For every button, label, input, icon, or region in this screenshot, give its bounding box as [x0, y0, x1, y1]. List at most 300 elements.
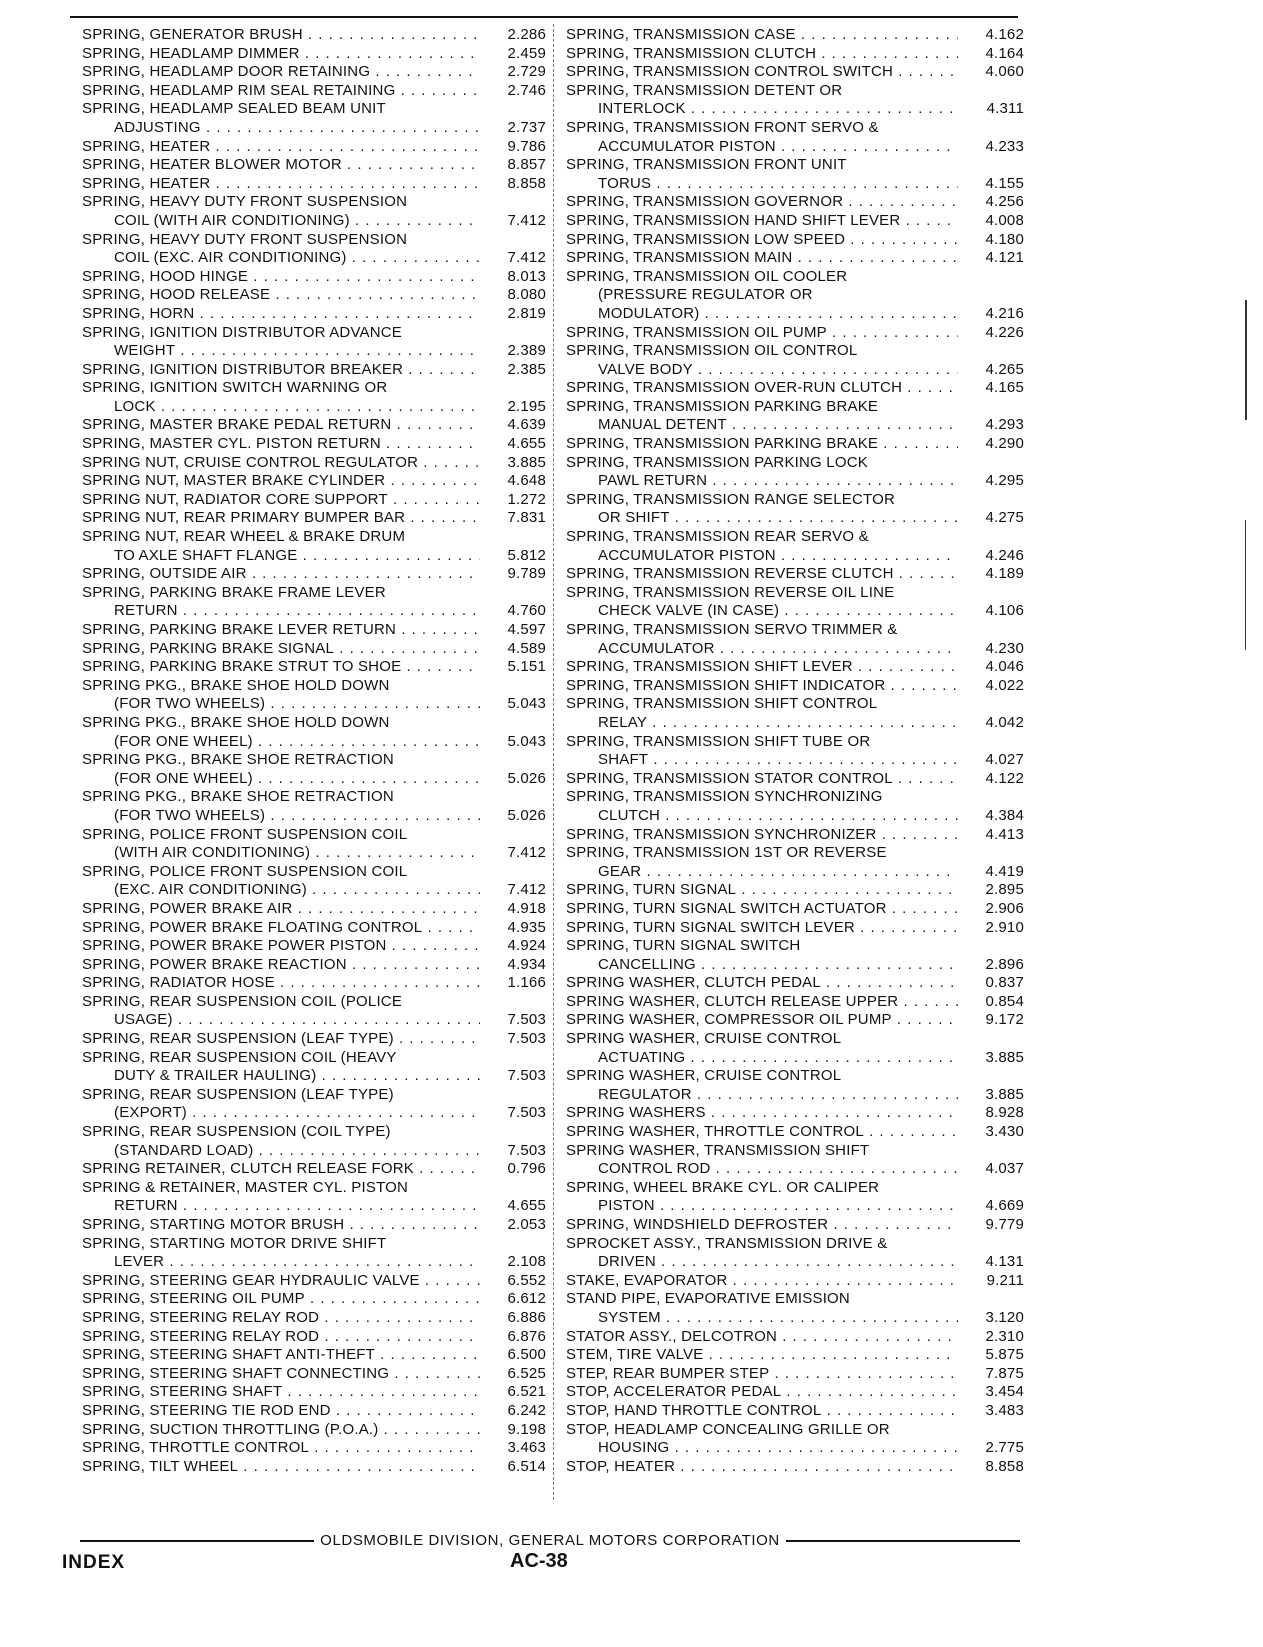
index-entry [566, 324, 1024, 343]
index-entry [82, 993, 546, 1030]
index-entry-line: SPRING, TRANSMISSION PARKING LOCK [566, 453, 868, 471]
index-entry-line: PAWL RETURN . . . [566, 472, 958, 491]
index-entry-ref: 6.876 [507, 1327, 546, 1345]
index-entry-ref: 7.503 [507, 1104, 546, 1122]
index-entry-line: SPRING, TRANSMISSION SHIFT INDICATOR . . . [566, 677, 958, 696]
index-entry-text [566, 1328, 958, 1347]
index-entry-text [566, 1458, 958, 1477]
index-entry [566, 993, 1024, 1012]
index-entry-text [566, 1365, 958, 1384]
index-entry-line: SPRING, STEERING SHAFT . . . [82, 1383, 480, 1402]
index-entry-line: SPRING, HEATER . . . [82, 138, 480, 157]
index-entry-text [82, 788, 480, 825]
index-entry-line: TO AXLE SHAFT FLANGE . . . [82, 547, 480, 566]
index-entry-line: SPRING, PARKING BRAKE SIGNAL . . . [82, 640, 480, 659]
index-entry-line: LOCK . . . [82, 398, 480, 417]
index-entry-ref: 2.053 [507, 1216, 546, 1233]
index-entry [82, 974, 546, 993]
index-entry-text [82, 175, 480, 194]
index-entry-line: SPRING, POWER BRAKE REACTION . . . [82, 956, 480, 975]
index-entry-line: SPRING RETAINER, CLUTCH RELEASE FORK . . . [82, 1160, 480, 1179]
index-entry-line: SPRING, TRANSMISSION PARKING BRAKE . . . [566, 435, 958, 454]
index-entry-text [82, 454, 480, 473]
index-entry-text [82, 640, 480, 659]
index-entry-text [82, 193, 480, 230]
index-entry-text [82, 1179, 480, 1216]
index-entry-text [566, 528, 958, 565]
footer-rule-right [786, 1540, 1020, 1542]
index-entry [566, 1142, 1024, 1179]
index-entry [566, 1290, 1024, 1327]
index-entry-text [566, 379, 958, 398]
index-entry-ref: 4.180 [985, 230, 1024, 248]
index-entry-line: ACCUMULATOR PISTON . . . [566, 547, 958, 566]
index-entry-text [82, 231, 480, 268]
index-entry-text [82, 472, 480, 491]
index-entry [566, 454, 1024, 491]
index-entry-text [566, 733, 958, 770]
index-entry-ref: 4.046 [985, 658, 1024, 676]
index-entry [566, 733, 1024, 770]
index-entry-ref: 2.746 [507, 81, 546, 99]
index-entry [82, 435, 546, 454]
index-entry-text [82, 1030, 480, 1049]
index-entry-line: SPRING, PARKING BRAKE STRUT TO SHOE . . . [82, 658, 480, 677]
index-entry-text [566, 342, 958, 379]
index-entry-line: SPRING, TRANSMISSION CASE . . . [566, 26, 958, 45]
index-entry-line: SPRING, HEADLAMP DOOR RETAINING . . . [82, 63, 480, 82]
index-entry-line: SPRING PKG., BRAKE SHOE RETRACTION [82, 751, 394, 769]
index-entry-ref: 0.854 [985, 992, 1024, 1010]
index-entry-ref: 4.275 [985, 509, 1024, 527]
index-entry [566, 26, 1024, 45]
index-entry-ref: 2.389 [507, 342, 546, 360]
index-entry-line: SPRING, HEATER BLOWER MOTOR . . . [82, 156, 480, 175]
index-entry-text [82, 1290, 480, 1309]
index-entry-line: SPRING, TRANSMISSION OIL CONTROL [566, 342, 858, 360]
index-entry [566, 435, 1024, 454]
index-entry-ref: 7.412 [507, 211, 546, 229]
index-entry-text [82, 26, 480, 45]
index-entry-text [566, 1346, 958, 1365]
index-entry-text [566, 621, 958, 658]
index-entry-ref: 4.295 [985, 472, 1024, 490]
index-entry [82, 1383, 546, 1402]
index-entry-ref: 8.928 [985, 1104, 1024, 1122]
index-entry-ref: 4.106 [985, 602, 1024, 620]
index-entry-line: SPRING, TRANSMISSION STATOR CONTROL . . . [566, 770, 958, 789]
index-entry-ref: 4.256 [985, 193, 1024, 211]
index-entry-text [566, 82, 958, 119]
index-entry-ref: 8.857 [507, 156, 546, 174]
index-entry-line: SPRING, TURN SIGNAL SWITCH [566, 937, 801, 955]
index-entry-text [82, 677, 480, 714]
index-entry [82, 231, 546, 268]
index-entry-text [82, 565, 480, 584]
index-entry-line: MANUAL DETENT . . . [566, 416, 958, 435]
index-entry-text [82, 1346, 480, 1365]
index-entry-ref: 2.729 [507, 63, 546, 81]
index-entry-line: SPRING WASHERS . . . [566, 1104, 958, 1123]
index-entry-text [566, 26, 958, 45]
index-entry-line: SPRING, TURN SIGNAL . . . [566, 881, 958, 900]
index-entry [566, 937, 1024, 974]
index-entry [566, 528, 1024, 565]
index-entry-line: CHECK VALVE (IN CASE) . . . [566, 602, 958, 621]
index-entry-ref: 4.122 [985, 769, 1024, 787]
index-entry-line: SPRING, HEADLAMP SEALED BEAM UNIT [82, 100, 386, 118]
index-entry-line: ADJUSTING . . . [82, 119, 480, 138]
index-entry-ref: 4.037 [985, 1160, 1024, 1178]
index-entry-line: (EXPORT) . . . [82, 1104, 480, 1123]
index-entry-ref: 7.412 [507, 844, 546, 862]
index-entry-ref: 2.896 [985, 955, 1024, 973]
index-entry-line: SPRING, TRANSMISSION MAIN . . . [566, 249, 958, 268]
index-entry-text [566, 119, 958, 156]
index-entry [566, 658, 1024, 677]
index-entry-ref: 4.121 [985, 249, 1024, 267]
index-entry-line: SPRING, TRANSMISSION HAND SHIFT LEVER . . . [566, 212, 958, 231]
index-entry-line: STAND PIPE, EVAPORATIVE EMISSION [566, 1290, 850, 1308]
index-entry-text [82, 751, 480, 788]
index-entry [82, 1402, 546, 1421]
index-entry-ref: 3.120 [985, 1308, 1024, 1326]
index-entry-line: SPRING, TRANSMISSION RANGE SELECTOR [566, 490, 896, 508]
index-entry-line: SYSTEM . . . [566, 1309, 958, 1328]
index-entry-line: SPRING, PARKING BRAKE FRAME LEVER [82, 583, 386, 601]
index-entry-text [566, 435, 958, 454]
index-entry-line: SPRING, HEAVY DUTY FRONT SUSPENSION [82, 230, 408, 248]
index-entry-line: SPROCKET ASSY., TRANSMISSION DRIVE & [566, 1234, 888, 1252]
index-entry-ref: 4.293 [985, 416, 1024, 434]
index-entry-ref: 4.164 [985, 44, 1024, 62]
index-entry-text [82, 491, 480, 510]
index-entry-line: SPRING, HORN . . . [82, 305, 480, 324]
index-entry-text [82, 379, 480, 416]
index-entry [82, 621, 546, 640]
index-entry [566, 974, 1024, 993]
index-entry-line: STEP, REAR BUMPER STEP . . . [566, 1365, 958, 1384]
index-entry-line: SPRING, TRANSMISSION OIL COOLER [566, 267, 848, 285]
index-entry-text [82, 1365, 480, 1384]
index-entry-text [566, 919, 958, 938]
index-entry [566, 695, 1024, 732]
index-entry [82, 324, 546, 361]
index-entry [566, 249, 1024, 268]
index-entry-text [566, 398, 958, 435]
index-entry-line: SPRING, REAR SUSPENSION COIL (HEAVY [82, 1048, 397, 1066]
index-entry [82, 1216, 546, 1235]
index-entry-ref: 3.430 [985, 1123, 1024, 1141]
index-entry [82, 1365, 546, 1384]
index-entry [82, 714, 546, 751]
index-entry-text [566, 268, 958, 324]
index-entry-ref: 2.286 [507, 26, 546, 43]
index-entry-ref: 4.934 [507, 955, 546, 973]
index-entry [82, 1290, 546, 1309]
index-entry-text [82, 305, 480, 324]
index-entry-line: SPRING, WINDSHIELD DEFROSTER . . . [566, 1216, 958, 1235]
index-entry-ref: 2.737 [507, 118, 546, 136]
index-entry-ref: 5.875 [985, 1346, 1024, 1364]
index-entry-text [566, 993, 958, 1012]
index-entry-line: SPRING, STEERING RELAY ROD . . . [82, 1309, 480, 1328]
index-entry-line: SPRING WASHER, COMPRESSOR OIL PUMP . . . [566, 1011, 958, 1030]
index-entry-line: OR SHIFT . . . [566, 509, 958, 528]
index-entry [82, 82, 546, 101]
index-entry [566, 677, 1024, 696]
index-entry-ref: 3.885 [507, 453, 546, 471]
index-entry-text [566, 1179, 958, 1216]
index-entry-ref: 4.655 [507, 435, 546, 453]
index-entry-line: SPRING, PARKING BRAKE LEVER RETURN . . . [82, 621, 480, 640]
index-entry-line: SPRING, RADIATOR HOSE . . . [82, 974, 480, 993]
index-entry-ref: 4.246 [985, 546, 1024, 564]
index-entry-ref: 1.166 [507, 974, 546, 992]
footer-rule-left [80, 1540, 314, 1542]
index-entry-text [566, 491, 958, 528]
index-entry-line: CONTROL ROD . . . [566, 1160, 958, 1179]
index-entry-text [566, 1123, 958, 1142]
index-entry [82, 677, 546, 714]
index-entry-text [566, 881, 958, 900]
index-entry-line: CANCELLING . . . [566, 956, 958, 975]
index-entry-line: SPRING, HOOD RELEASE . . . [82, 286, 480, 305]
index-entry [566, 1123, 1024, 1142]
index-entry-ref: 0.837 [985, 974, 1024, 992]
page-number: AC-38 [510, 1550, 568, 1572]
index-entry-line: SPRING, IGNITION SWITCH WARNING OR [82, 379, 388, 397]
index-entry-text [82, 361, 480, 380]
index-entry-line: SHAFT . . . [566, 751, 958, 770]
index-entry-text [82, 100, 480, 137]
index-entry-ref: 9.211 [986, 1271, 1024, 1289]
index-entry-line: SPRING, TRANSMISSION LOW SPEED . . . [566, 231, 958, 250]
index-entry-line: LEVER . . . [82, 1253, 480, 1272]
index-entry-ref: 4.413 [985, 825, 1024, 843]
index-entry-line: SPRING, STEERING GEAR HYDRAULIC VALVE . . . [82, 1272, 480, 1291]
index-entry-line: STOP, HEATER . . . [566, 1458, 958, 1477]
index-entry-text [82, 1421, 480, 1440]
index-entry-text [566, 584, 958, 621]
index-entry-ref: 3.454 [985, 1383, 1024, 1401]
index-entry-text [566, 212, 958, 231]
index-entry [566, 156, 1024, 193]
scan-margin-mark [1245, 520, 1246, 650]
index-entry-line: (FOR TWO WHEELS) . . . [82, 807, 480, 826]
index-entry-ref: 3.483 [985, 1401, 1024, 1419]
index-entry-line: SPRING, HEADLAMP RIM SEAL RETAINING . . . [82, 82, 480, 101]
index-entry-line: SPRING NUT, REAR WHEEL & BRAKE DRUM [82, 528, 406, 546]
index-entry-ref: 4.027 [985, 751, 1024, 769]
index-entry-ref: 0.796 [507, 1160, 546, 1178]
index-entry [82, 863, 546, 900]
index-entry-line: SPRING, TRANSMISSION SHIFT CONTROL [566, 695, 878, 713]
index-entry-text [82, 63, 480, 82]
index-entry [566, 379, 1024, 398]
index-entry-ref: 9.786 [507, 137, 546, 155]
index-entry-line: SPRING PKG., BRAKE SHOE HOLD DOWN [82, 713, 390, 731]
index-entry-line: (FOR ONE WHEEL) . . . [82, 770, 480, 789]
index-entry-line: SPRING NUT, RADIATOR CORE SUPPORT . . . [82, 491, 480, 510]
index-entry-text [566, 324, 958, 343]
index-entry [82, 193, 546, 230]
index-entry [82, 100, 546, 137]
index-entry-line: SPRING, REAR SUSPENSION (COIL TYPE) [82, 1123, 391, 1141]
index-entry-line: USAGE) . . . [82, 1011, 480, 1030]
index-entry-text [82, 324, 480, 361]
index-entry-line: (FOR TWO WHEELS) . . . [82, 695, 480, 714]
index-entry-line: SPRING, STARTING MOTOR DRIVE SHIFT [82, 1234, 387, 1252]
index-entry-ref: 7.412 [507, 249, 546, 267]
index-entry-ref: 7.503 [507, 1067, 546, 1085]
index-entry-text [566, 1383, 958, 1402]
index-entry-text [566, 1142, 958, 1179]
index-entry-text [82, 621, 480, 640]
index-entry-ref: 2.819 [507, 304, 546, 322]
index-entry-line: RETURN . . . [82, 602, 480, 621]
index-entry-ref: 2.108 [507, 1253, 546, 1271]
index-entry-text [82, 1458, 480, 1477]
index-entry-line: GEAR . . . [566, 863, 958, 882]
index-entry [82, 1309, 546, 1328]
index-entry-line: COIL (EXC. AIR CONDITIONING) . . . [82, 249, 480, 268]
index-entry-line: ACCUMULATOR . . . [566, 640, 958, 659]
index-entry-ref: 4.022 [985, 676, 1024, 694]
index-entry-ref: 4.655 [507, 1197, 546, 1215]
index-entry-text [566, 788, 958, 825]
index-entry-line: MODULATOR) . . . [566, 305, 958, 324]
index-entry-line: ACTUATING . . . [566, 1049, 958, 1068]
index-entry-line: SPRING, IGNITION DISTRIBUTOR BREAKER . . . [82, 361, 480, 380]
index-entry-line: SPRING, SUCTION THROTTLING (P.O.A.) . . . [82, 1421, 480, 1440]
index-entry-line: SPRING, TRANSMISSION REVERSE CLUTCH . . . [566, 565, 958, 584]
index-entry-line: SPRING, OUTSIDE AIR . . . [82, 565, 480, 584]
index-entry-line: SPRING, TRANSMISSION PARKING BRAKE [566, 397, 879, 415]
index-entry-line: SPRING, GENERATOR BRUSH . . . [82, 26, 480, 45]
index-entry [82, 138, 546, 157]
index-entry-ref: 5.043 [507, 732, 546, 750]
index-entry-ref: 6.886 [507, 1308, 546, 1326]
index-entry-ref: 4.384 [985, 806, 1024, 824]
index-entry-ref: 7.412 [507, 881, 546, 899]
index-entry [82, 361, 546, 380]
index-entry-ref: 4.165 [985, 379, 1024, 397]
index-entry-line: SPRING, POWER BRAKE AIR . . . [82, 900, 480, 919]
index-entry-line: SPRING, TRANSMISSION CONTROL SWITCH . . . [566, 63, 958, 82]
index-entry [82, 1458, 546, 1477]
index-entry [566, 1216, 1024, 1235]
index-entry-line: SPRING, HEAVY DUTY FRONT SUSPENSION [82, 193, 408, 211]
index-entry-ref: 6.514 [507, 1457, 546, 1475]
index-entry-line: SPRING NUT, CRUISE CONTROL REGULATOR . . . [82, 454, 480, 473]
index-entry [82, 156, 546, 175]
index-entry-text [566, 156, 958, 193]
index-column-right [566, 26, 1024, 1476]
index-entry-line: SPRING, TRANSMISSION SYNCHRONIZER . . . [566, 826, 958, 845]
index-entry-text [566, 249, 958, 268]
index-entry-line: SPRING WASHER, THROTTLE CONTROL . . . [566, 1123, 958, 1142]
index-entry-ref: 7.503 [507, 1141, 546, 1159]
index-entry-line: SPRING WASHER, CRUISE CONTROL [566, 1030, 842, 1048]
index-entry [82, 45, 546, 64]
index-entry-text [566, 193, 958, 212]
index-entry-line: SPRING, IGNITION DISTRIBUTOR ADVANCE [82, 323, 403, 341]
index-entry-ref: 3.885 [985, 1048, 1024, 1066]
index-entry-line: STOP, ACCELERATOR PEDAL . . . [566, 1383, 958, 1402]
index-entry-ref: 4.648 [507, 472, 546, 490]
index-entry [566, 826, 1024, 845]
index-entry-line: SPRING, STEERING SHAFT CONNECTING . . . [82, 1365, 480, 1384]
index-entry-text [82, 863, 480, 900]
index-entry-text [566, 826, 958, 845]
index-entry [82, 937, 546, 956]
index-entry-line: STEM, TIRE VALVE . . . [566, 1346, 958, 1365]
index-entry-line: RETURN . . . [82, 1197, 480, 1216]
index-entry-text [82, 435, 480, 454]
index-entry [82, 1235, 546, 1272]
index-entry-text [82, 956, 480, 975]
index-entry-line: DUTY & TRAILER HAULING) . . . [82, 1067, 480, 1086]
index-entry-text [566, 1402, 958, 1421]
index-entry-ref: 8.858 [985, 1457, 1024, 1475]
index-entry-line: SPRING, HOOD HINGE . . . [82, 268, 480, 287]
index-entry [82, 175, 546, 194]
index-entry [566, 1272, 1024, 1291]
index-entry-text [566, 454, 958, 491]
index-column-left [82, 26, 546, 1476]
index-entry-ref: 2.385 [507, 360, 546, 378]
index-entry [566, 770, 1024, 789]
index-entry-line: SPRING, TILT WHEEL . . . [82, 1458, 480, 1477]
index-entry-line: SPRING NUT, REAR PRIMARY BUMPER BAR . . . [82, 509, 480, 528]
index-entry-ref: 5.151 [507, 658, 546, 676]
index-entry-ref: 6.525 [507, 1364, 546, 1382]
index-entry-line: SPRING WASHER, CLUTCH PEDAL . . . [566, 974, 958, 993]
index-entry [82, 565, 546, 584]
index-entry-line: SPRING, STARTING MOTOR BRUSH . . . [82, 1216, 480, 1235]
index-entry [82, 472, 546, 491]
index-entry-line: SPRING, POLICE FRONT SUSPENSION COIL [82, 862, 408, 880]
index-entry-text [82, 900, 480, 919]
index-entry-line: SPRING, REAR SUSPENSION (LEAF TYPE) [82, 1085, 394, 1103]
index-entry-ref: 6.242 [507, 1401, 546, 1419]
index-entry-ref: 6.521 [507, 1383, 546, 1401]
index-entry [82, 658, 546, 677]
index-entry [566, 193, 1024, 212]
index-entry-text [82, 919, 480, 938]
index-entry-line: SPRING, TURN SIGNAL SWITCH LEVER . . . [566, 919, 958, 938]
index-entry-text [82, 993, 480, 1030]
index-entry [82, 788, 546, 825]
index-entry-text [82, 286, 480, 305]
index-entry-line: CLUTCH . . . [566, 807, 958, 826]
index-entry-ref: 7.503 [507, 1030, 546, 1048]
index-entry-text [82, 82, 480, 101]
index-entry [82, 1328, 546, 1347]
index-entry [566, 1030, 1024, 1067]
index-entry [566, 63, 1024, 82]
index-entry [566, 1365, 1024, 1384]
index-entry-text [82, 416, 480, 435]
index-entry-text [82, 509, 480, 528]
index-entry-line: SPRING, TRANSMISSION SERVO TRIMMER & [566, 621, 898, 638]
index-entry [566, 491, 1024, 528]
index-entry-ref: 4.233 [985, 137, 1024, 155]
index-entry-text [566, 1030, 958, 1067]
index-entry [82, 509, 546, 528]
index-entry-ref: 2.910 [985, 918, 1024, 936]
